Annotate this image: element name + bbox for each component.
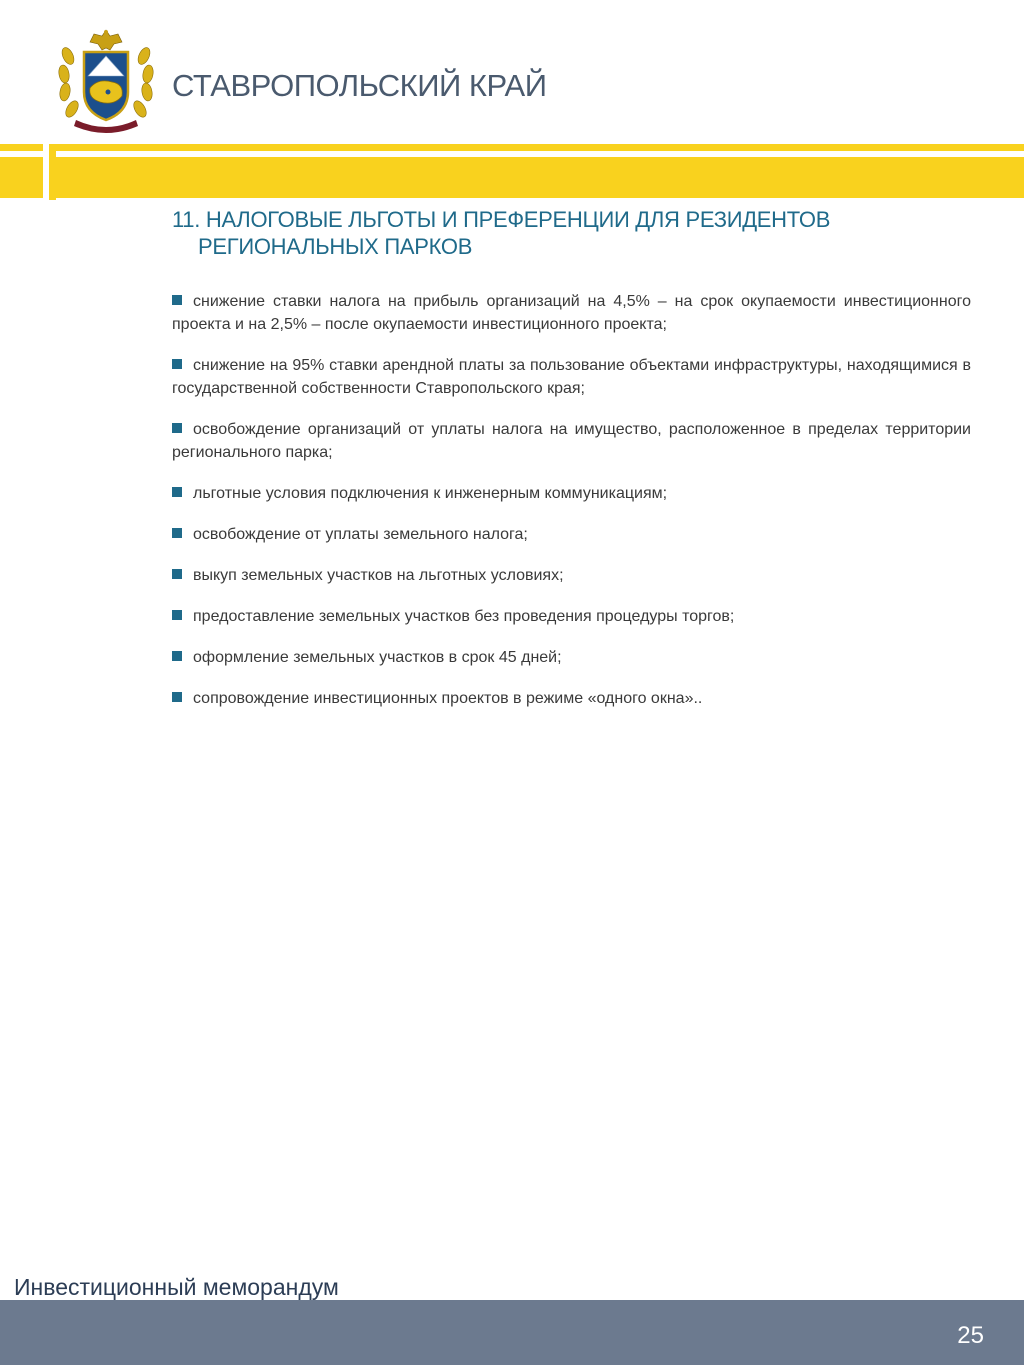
region-title: СТАВРОПОЛЬСКИЙ КРАЙ <box>172 68 547 103</box>
memorandum-label: Инвестиционный меморандум <box>14 1274 339 1300</box>
header-band-stub <box>49 144 56 200</box>
header-band-thick <box>0 157 1024 198</box>
benefits-list <box>172 290 971 728</box>
header-band-thin <box>0 144 1024 151</box>
bullet-square-icon <box>172 359 182 369</box>
list-item: сопровождение инвестиционных проектов в режиме «одного окна».. <box>172 687 971 710</box>
list-item: оформление земельных участков в срок 45 дней; <box>172 646 971 669</box>
section-title-line2: РЕГИОНАЛЬНЫХ ПАРКОВ <box>198 234 473 259</box>
bullet-square-icon <box>172 651 182 661</box>
bullet-square-icon <box>172 295 182 305</box>
page-number: 25 <box>957 1322 984 1349</box>
list-item: освобождение от уплаты земельного налога; <box>172 523 971 546</box>
list-item: выкуп земельных участков на льготных условиях; <box>172 564 971 587</box>
bullet-square-icon <box>172 692 182 702</box>
coat-of-arms-icon <box>58 26 154 136</box>
bullet-square-icon <box>172 487 182 497</box>
list-item: снижение на 95% ставки арендной платы за пользование объектами инфраструктуры, находящимися в государственной собственности Ставропольского края; <box>172 357 971 397</box>
list-item: льготные условия подключения к инженерным коммуникациям; <box>172 482 971 505</box>
section-title-line1: 11. НАЛОГОВЫЕ ЛЬГОТЫ И ПРЕФЕРЕНЦИИ ДЛЯ РЕЗИДЕНТОВ <box>172 207 831 232</box>
bullet-square-icon <box>172 423 182 433</box>
section-title <box>172 206 972 260</box>
bullet-square-icon <box>172 528 182 538</box>
footer-bar <box>0 1300 1024 1365</box>
list-item: снижение ставки налога на прибыль организаций на 4,5% – на срок окупаемости инвестиционного проекта и на 2,5% – после окупаемости инвестиционного проекта; <box>172 293 971 333</box>
bullet-square-icon <box>172 569 182 579</box>
list-item: освобождение организаций от уплаты налога на имущество, расположенное в пределах территории регионального парка; <box>172 421 971 461</box>
list-item: предоставление земельных участков без проведения процедуры торгов; <box>172 605 971 628</box>
bullet-square-icon <box>172 610 182 620</box>
